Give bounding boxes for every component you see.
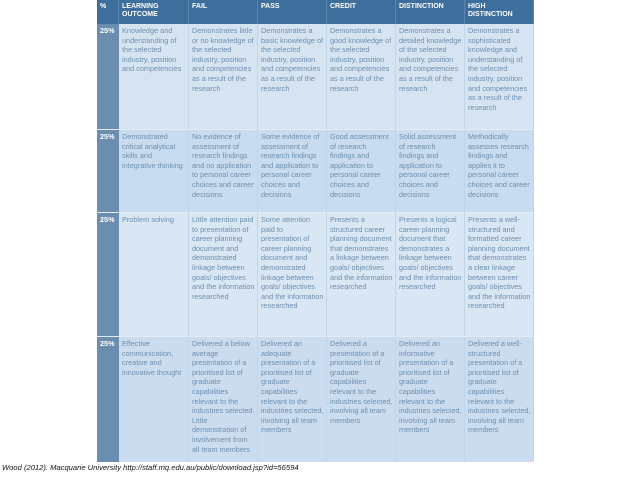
row3-high-distinction: Presents a well-structured and formatted career planning document that demonstrates a clear linkage between career goals/ objectives and the information researched [465,212,534,336]
row2-credit: Good assessment of research findings and application to personal career choices and decisions [327,129,396,212]
source-citation: Wood (2012). Macquarie University http://staff.mq.edu.au/public/download.jsp?id=56594 [2,463,299,472]
header-high-distinction: HIGH DISTINCTION [465,0,534,24]
row3-learning-outcome: Problem solving [119,212,189,336]
row4-high-distinction: Delivered a well-structured presentation of a prioritised list of graduate capabilities relevant to the industries selected, involving all team members [465,336,534,462]
row1-weight: 25% [97,24,119,129]
row1-credit: Demonstrates a good knowledge of the selected industry, position and competencies as a result of the research [327,24,396,129]
header-distinction: DISTINCTION [396,0,465,24]
header-fail: FAIL [189,0,258,24]
row2-high-distinction: Methodically assesses research findings and applies it to personal career choices and career decisions [465,129,534,212]
row1-high-distinction: Demonstrates a sophisticated knowledge and understanding of the selected industry, position and competencies as a result of the research [465,24,534,129]
row4-fail: Delivered a below average presentation of a prioritised list of graduate capabilities relevant to the industries selected. Little demonstration of involvement from all team members [189,336,258,462]
row4-learning-outcome: Effective communication, creative and innovative thought [119,336,189,462]
row1-fail: Demonstrates little or no knowledge of the selected industry, position and competencies as a result of the research [189,24,258,129]
header-percent: % [97,0,119,24]
row2-fail: No evidence of assessment of research findings and no application to personal career choices and career decisions [189,129,258,212]
header-learning-outcome: LEARNING OUTCOME [119,0,189,24]
row3-weight: 25% [97,212,119,336]
row4-distinction: Delivered an informative presentation of a prioritised list of graduate capabilities relevant to the industries selected, involving all team members [396,336,465,462]
header-pass: PASS [258,0,327,24]
row2-weight: 25% [97,129,119,212]
header-credit: CREDIT [327,0,396,24]
row2-learning-outcome: Demonstrated critical analytical skills and integrative thinking [119,129,189,212]
row1-learning-outcome: Knowledge and understanding of the selected industry, position and competencies [119,24,189,129]
row1-distinction: Demonstrates a detailed knowledge of the selected industry, position and competencies as a result of the research [396,24,465,129]
row3-distinction: Presents a logical career planning document that demonstrates a linkage between goals/ objectives and the information researched [396,212,465,336]
row3-fail: Little attention paid to presentation of career planning document and demonstrated linkage between goals/ objectives and the information researched [189,212,258,336]
row4-credit: Delivered a presentation of a prioritised list of graduate capabilities relevant to the industries selected, involving all team members [327,336,396,462]
row4-weight: 25% [97,336,119,462]
row1-pass: Demonstrates a basic knowledge of the selected industry, position and competencies as a result of the research [258,24,327,129]
row3-pass: Some attention paid to presentation of career planning document and demonstrated linkage between goals/ objectives and the information researched [258,212,327,336]
row2-pass: Some evidence of assessment of research findings and application to personal career choices and decisions [258,129,327,212]
row2-distinction: Solid assessment of research findings and application to personal career choices and decisions [396,129,465,212]
row4-pass: Delivered an adequate presentation of a prioritised list of graduate capabilities relevant to the industries selected, involving all team members [258,336,327,462]
row3-credit: Presents a structured career planning document that demonstrates a linkage between goals/ objectives and the information researched [327,212,396,336]
assessment-rubric-table [97,0,534,462]
